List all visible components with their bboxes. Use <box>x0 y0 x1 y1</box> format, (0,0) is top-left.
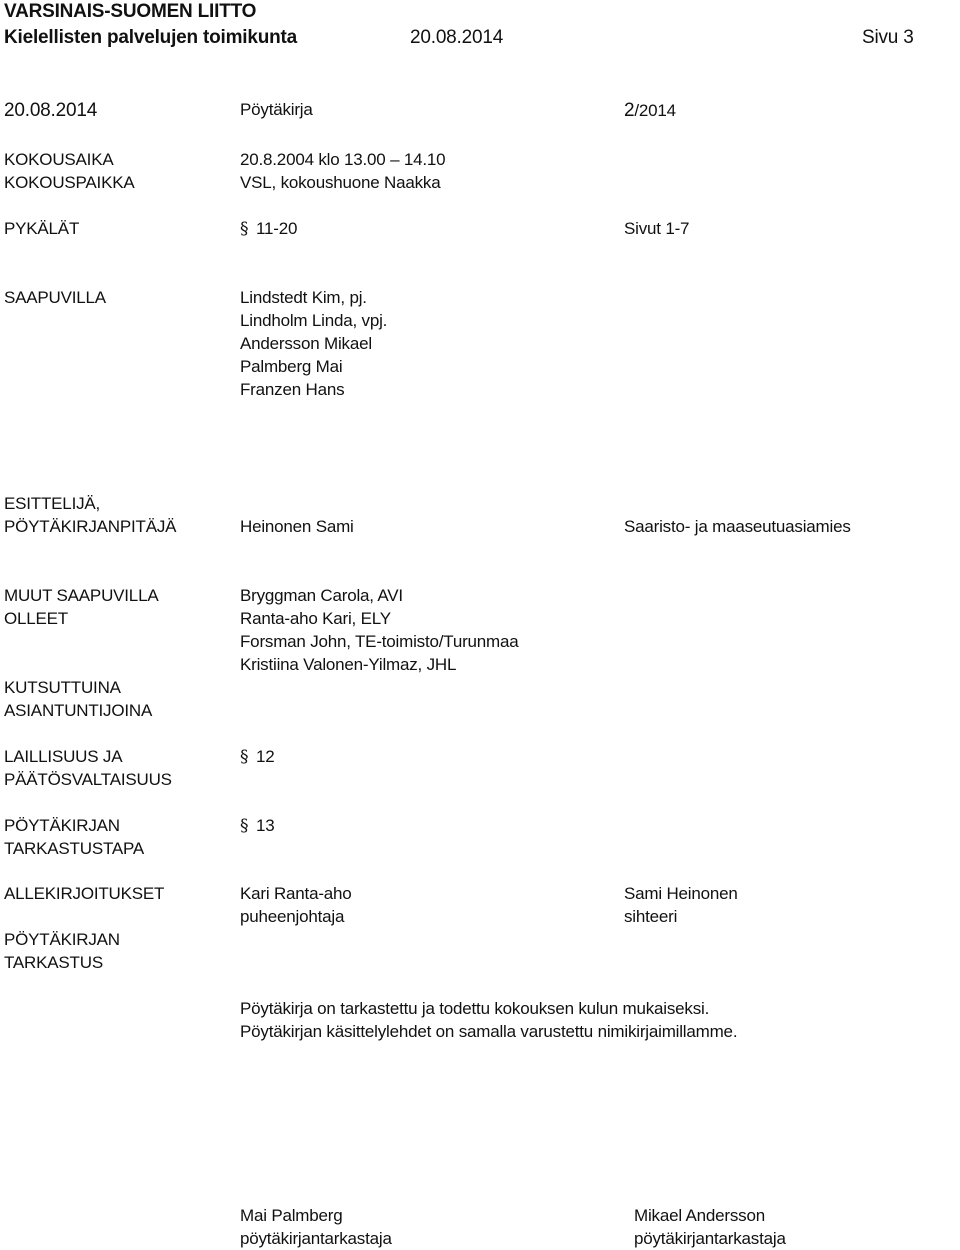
review-label-line1: PÖYTÄKIRJAN <box>4 930 120 949</box>
signer-1-name: Kari Ranta-aho <box>240 884 352 903</box>
meeting-place-label: KOKOUSPAIKKA <box>4 173 135 192</box>
review-label <box>4 928 120 974</box>
review-method-section-symbol: § <box>240 816 249 836</box>
reviewer-2-role: pöytäkirjantarkastaja <box>634 1229 786 1248</box>
review-method-section: 13 <box>256 816 275 835</box>
review-statement <box>240 997 737 1043</box>
attendee-name: Palmberg Mai <box>240 357 343 376</box>
attendee-name: Lindstedt Kim, pj. <box>240 288 367 307</box>
experts-label-line1: KUTSUTTUINA <box>4 678 121 697</box>
signer-2-role: sihteeri <box>624 907 678 926</box>
review-statement-line1: Pöytäkirja on tarkastettu ja todettu kokouksen kulun mukaiseksi. <box>240 999 710 1018</box>
reviewer-1-role: pöytäkirjantarkastaja <box>240 1229 392 1248</box>
other-attendee: Ranta-aho Kari, ELY <box>240 609 391 628</box>
signatures-label: ALLEKIRJOITUKSET <box>4 884 165 903</box>
header-date: 20.08.2014 <box>410 27 504 48</box>
reviewer-2 <box>634 1204 786 1250</box>
signer-2-name: Sami Heinonen <box>624 884 738 903</box>
others-label <box>4 584 158 630</box>
document-number <box>624 99 676 122</box>
review-label-line2: TARKASTUS <box>4 953 103 972</box>
other-attendee: Kristiina Valonen-Yilmaz, JHL <box>240 655 457 674</box>
meeting-time-value: 20.8.2004 klo 13.00 – 14.10 <box>240 150 446 169</box>
section-symbol: § <box>240 219 249 239</box>
legality-label <box>4 745 172 791</box>
page-number: Sivu 3 <box>862 27 914 48</box>
attendee-name: Franzen Hans <box>240 380 345 399</box>
document-date: 20.08.2014 <box>4 100 98 121</box>
document-type: Pöytäkirja <box>240 100 313 119</box>
others-label-line1: MUUT SAAPUVILLA <box>4 586 159 605</box>
presenter-label <box>4 492 176 538</box>
legality-section-symbol: § <box>240 747 249 767</box>
reviewer-1 <box>240 1204 392 1250</box>
reviewer-2-name: Mikael Andersson <box>634 1206 765 1225</box>
attendees-label: SAAPUVILLA <box>4 288 106 307</box>
review-method-label-line2: TARKASTUSTAPA <box>4 839 145 858</box>
sections-pages: Sivut 1-7 <box>624 219 690 238</box>
sections-label: PYKÄLÄT <box>4 219 80 238</box>
presenter-name: Heinonen Sami <box>240 517 354 536</box>
meeting-place-value: VSL, kokoushuone Naakka <box>240 173 441 192</box>
other-attendee: Forsman John, TE-toimisto/Turunmaa <box>240 632 519 651</box>
sections-range: 11-20 <box>256 219 298 238</box>
presenter-label-line2: PÖYTÄKIRJANPITÄJÄ <box>4 517 177 536</box>
legality-label-line2: PÄÄTÖSVALTAISUUS <box>4 770 172 789</box>
document-number-main: 2 <box>624 100 635 121</box>
review-method-label-line1: PÖYTÄKIRJAN <box>4 816 120 835</box>
legality-label-line1: LAILLISUUS JA <box>4 747 123 766</box>
reviewer-1-name: Mai Palmberg <box>240 1206 343 1225</box>
attendee-name: Andersson Mikael <box>240 334 372 353</box>
presenter-title: Saaristo- ja maaseutuasiamies <box>624 517 851 536</box>
experts-label <box>4 676 152 722</box>
review-method-label <box>4 814 144 860</box>
organization-name: VARSINAIS-SUOMEN LIITTO <box>4 1 257 22</box>
other-attendee: Bryggman Carola, AVI <box>240 586 403 605</box>
experts-label-line2: ASIANTUNTIJOINA <box>4 701 153 720</box>
legality-section: 12 <box>256 747 275 766</box>
signer-2 <box>624 882 738 928</box>
document-number-suffix: /2014 <box>634 101 676 120</box>
attendees-list <box>240 286 387 401</box>
signer-1-role: puheenjohtaja <box>240 907 345 926</box>
others-label-line2: OLLEET <box>4 609 68 628</box>
others-list <box>240 584 519 676</box>
signer-1 <box>240 882 352 928</box>
meeting-time-label: KOKOUSAIKA <box>4 150 114 169</box>
review-statement-line2: Pöytäkirjan käsittelylehdet on samalla varustettu nimikirjaimillamme. <box>240 1022 738 1041</box>
committee-name: Kielellisten palvelujen toimikunta <box>4 27 298 48</box>
presenter-label-line1: ESITTELIJÄ, <box>4 494 101 513</box>
attendee-name: Lindholm Linda, vpj. <box>240 311 388 330</box>
